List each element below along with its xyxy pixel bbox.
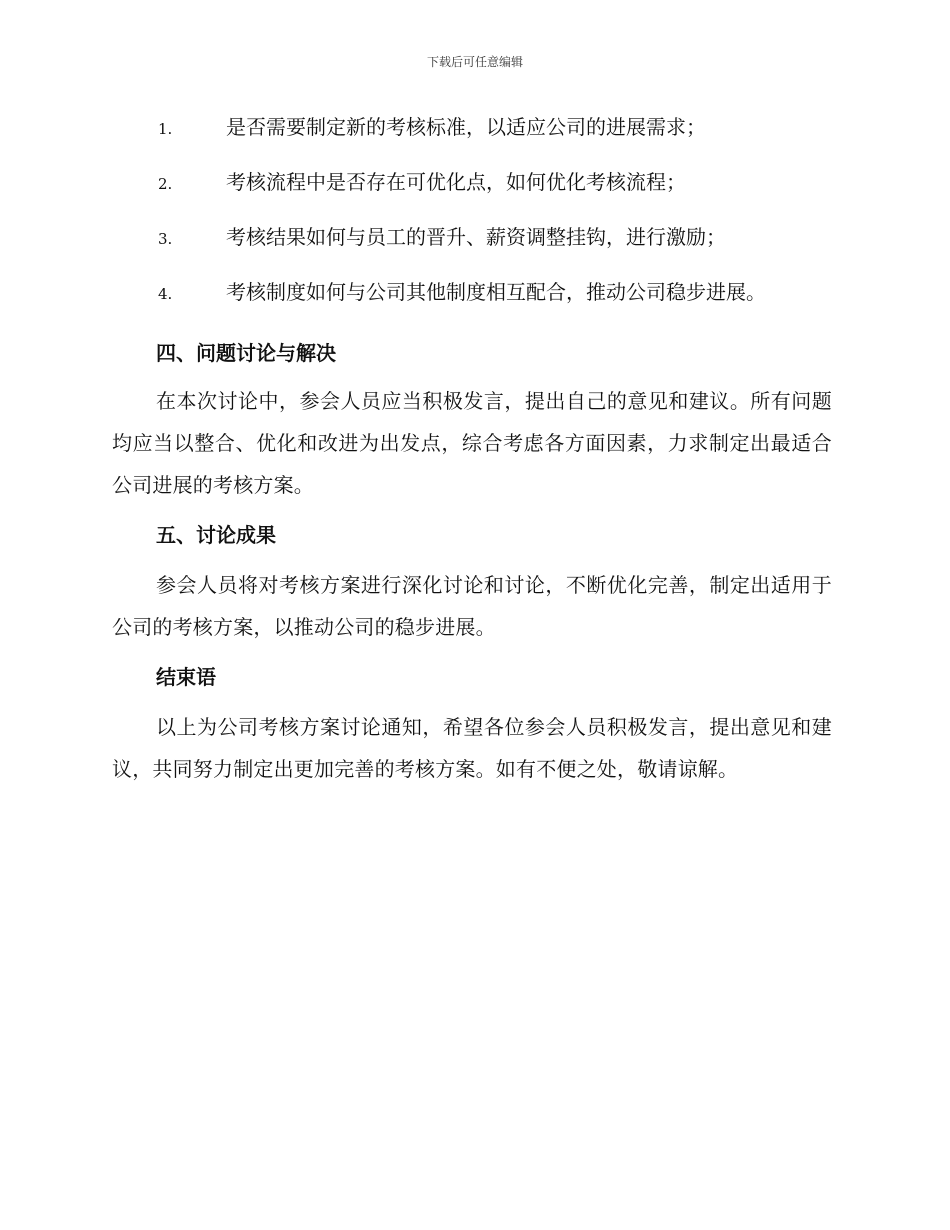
- list-item: [112, 275, 832, 330]
- section-paragraph-closing: 以上为公司考核方案讨论通知，希望各位参会人员积极发言，提出意见和建议，共同努力制定出更加完善的考核方案。如有不便之处，敬请谅解。: [112, 715, 832, 781]
- list-item-text: 考核结果如何与员工的晋升、薪资调整挂钩，进行激励；: [226, 225, 726, 249]
- list-item-number: 3.: [158, 230, 173, 248]
- section-heading-closing: 结束语: [156, 665, 216, 689]
- header-note: 下载后可任意编辑: [426, 55, 523, 69]
- section-heading-discussion: 四、问题讨论与解决: [156, 341, 336, 365]
- section-heading-results: 五、讨论成果: [156, 523, 276, 547]
- list-item-text: 考核制度如何与公司其他制度相互配合，推动公司稳步进展。: [226, 280, 766, 304]
- section-paragraph-discussion: 在本次讨论中，参会人员应当积极发言，提出自己的意见和建议。所有问题均应当以整合、优化和改进为出发点，综合考虑各方面因素，力求制定出最适合公司进展的考核方案。: [112, 389, 832, 497]
- list-item-number: 2.: [158, 175, 173, 193]
- list-item-text: 是否需要制定新的考核标准，以适应公司的进展需求；: [226, 115, 706, 139]
- list-item-text: 考核流程中是否存在可优化点，如何优化考核流程；: [226, 170, 686, 194]
- section-paragraph-results: 参会人员将对考核方案进行深化讨论和讨论，不断优化完善，制定出适用于公司的考核方案，以推动公司的稳步进展。: [112, 573, 832, 639]
- list-item: [112, 165, 832, 220]
- document-body: [112, 110, 832, 790]
- list-item-number: 4.: [158, 285, 173, 303]
- list-item: [112, 110, 832, 165]
- question-list: [112, 110, 832, 330]
- list-item: [112, 220, 832, 275]
- list-item-number: 1.: [158, 120, 173, 138]
